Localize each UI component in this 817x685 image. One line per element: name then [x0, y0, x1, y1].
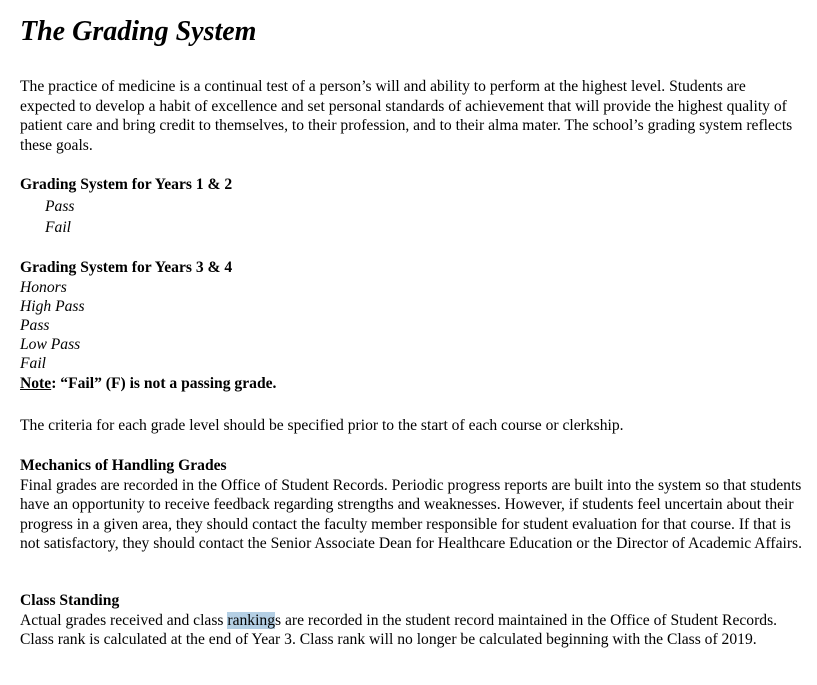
- grade-item: Honors: [20, 278, 67, 296]
- mechanics-body: Final grades are recorded in the Office of Student Records. Periodic progress reports are built into the system so that students have an opportunity to receive feedback regarding strengths and weaknesses. However, if students feel uncertain about their progress in a given area, they should contact the faculty member responsible for student evaluation for that course. If that is not satisfactory, they should contact the Senior Associate Dean for Healthcare Education or the Director of Academic Affairs.: [20, 476, 803, 552]
- years-3-4-section: [20, 258, 276, 393]
- mechanics-section: [20, 456, 805, 554]
- grade-item: Pass: [45, 197, 75, 215]
- years-3-4-heading: Grading System for Years 3 & 4: [20, 259, 233, 276]
- note-text: : “Fail” (F) is not a passing grade.: [51, 374, 277, 392]
- passing-grade-note: [20, 374, 276, 393]
- class-standing-section: [20, 591, 805, 650]
- intro-paragraph: The practice of medicine is a continual test of a person’s will and ability to perform at the highest level. Students are expected to develop a habit of excellence and set personal standards of achievement that will provide the highest quality of patient care and bring credit to themselves, to their profession, and to their alma mater. The school’s grading system reflects these goals.: [20, 78, 793, 154]
- years-1-2-section: [20, 175, 232, 239]
- selected-text-highlight[interactable]: ranking: [227, 611, 276, 629]
- grade-item: Pass: [20, 316, 50, 334]
- years-1-2-heading: Grading System for Years 1 & 2: [20, 176, 233, 193]
- criteria-paragraph: The criteria for each grade level should be specified prior to the start of each course or clerkship.: [20, 417, 624, 434]
- page-title: The Grading System: [20, 16, 257, 47]
- grade-item: High Pass: [20, 297, 85, 315]
- note-label: Note: [20, 374, 52, 392]
- grade-item: Fail: [20, 355, 46, 373]
- body-text: s are recorded in the student record maintained in the Office of Student Records. Class rank is calculated at the end of Year 3. Class rank will no longer be calculated beginning with the Class of 2019.: [20, 611, 778, 648]
- class-standing-heading: Class Standing: [20, 592, 120, 609]
- grade-item: Fail: [45, 219, 71, 236]
- class-standing-body: [20, 611, 805, 650]
- body-text: Actual grades received and class: [20, 611, 228, 629]
- grade-item: Low Pass: [20, 336, 81, 354]
- mechanics-heading: Mechanics of Handling Grades: [20, 457, 227, 474]
